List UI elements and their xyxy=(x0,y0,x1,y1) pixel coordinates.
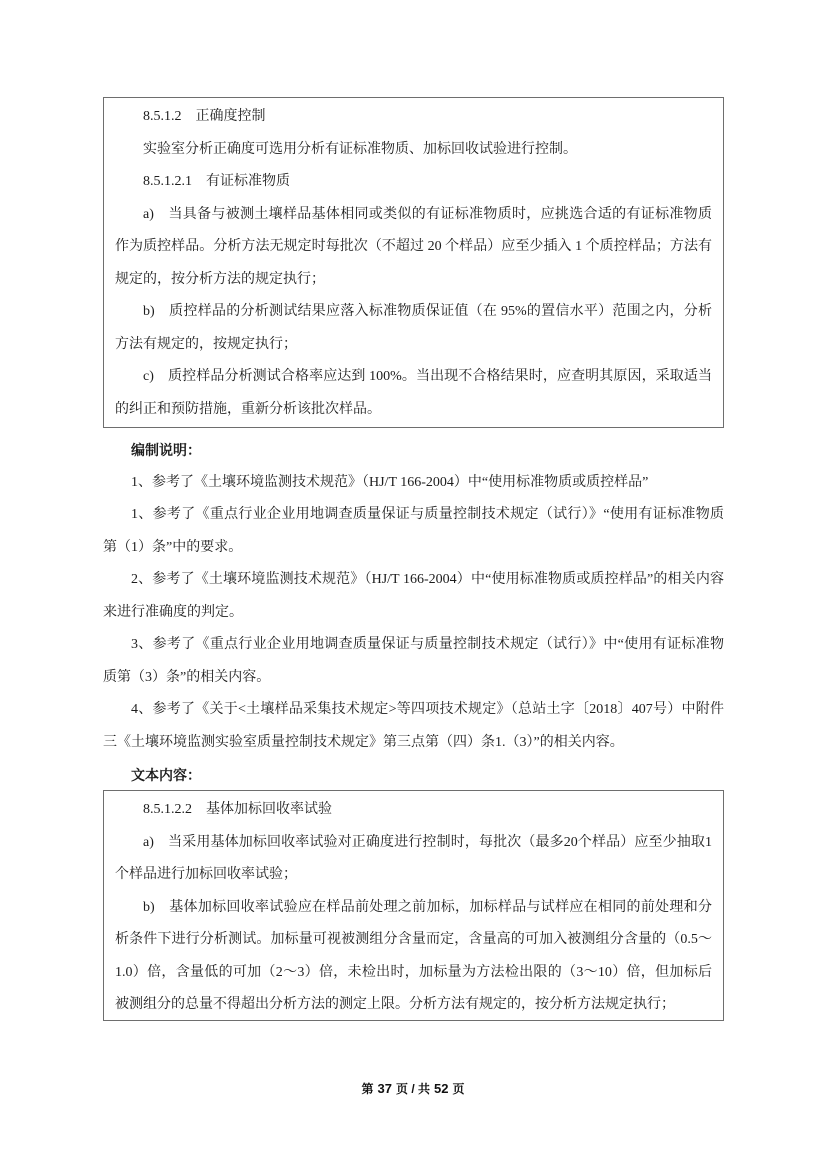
list-item-b: b) 质控样品的分析测试结果应落入标准物质保证值（在 95%的置信水平）范围之内，分析方法有规定的，按规定执行； xyxy=(115,304,712,352)
subsection-heading: 8.5.1.2.1 有证标准物质 xyxy=(143,174,290,189)
text-content-label: 文本内容： xyxy=(131,767,201,783)
note-item: 3、参考了《重点行业企业用地调查质量保证与质量控制技术规定（试行）》中“使用有证标准物质第（3）条”的相关内容。 xyxy=(103,637,724,685)
list-item-c: c) 质控样品分析测试合格率应达到 100%。当出现不合格结果时，应查明其原因，采取适当的纠正和预防措施，重新分析该批次样品。 xyxy=(115,369,712,417)
total-pages: 52 xyxy=(434,1081,449,1096)
note-item: 1、参考了《土壤环境监测技术规范》（HJ/T 166-2004）中“使用标准物质或质控样品” xyxy=(131,474,649,490)
footer-text: 页 xyxy=(452,1082,465,1096)
section-heading: 8.5.1.2 正确度控制 xyxy=(143,109,266,124)
text-box-accuracy-control xyxy=(103,97,724,428)
text-box-spike-recovery xyxy=(103,790,724,1021)
list-item-b: b) 基体加标回收率试验应在样品前处理之前加标，加标样品与试样应在相同的前处理和分析条件下进行分析测试。加标量可视被测组分含量而定，含量高的可加入被测组分含量的（0.5～1.0）倍，含量低的可加（2～3）倍，未检出时，加标量为方法检出限的（3～10）倍，但加标后被测组分的总量不得超出分析方法的测定上限。分析方法有规定的，按分析方法规定执行； xyxy=(115,899,712,1012)
page-number: 37 xyxy=(377,1081,392,1096)
editorial-notes-section xyxy=(103,434,724,792)
page-footer xyxy=(0,1080,826,1097)
footer-text: 页 / 共 xyxy=(395,1082,430,1096)
subsection-heading: 8.5.1.2.2 基体加标回收率试验 xyxy=(143,802,332,817)
list-item-a: a) 当具备与被测土壤样品基体相同或类似的有证标准物质时，应挑选合适的有证标准物质作为质控样品。分析方法无规定时每批次（不超过 20 个样品）应至少插入 1 个质控样品；方法有规定的，按分析方法的规定执行； xyxy=(115,206,712,287)
note-item: 4、参考了《关于<土壤样品采集技术规定>等四项技术规定》（总站土字〔2018〕407号）中附件三《土壤环境监测实验室质量控制技术规定》第三点第（四）条1.（3）”的相关内容。 xyxy=(103,702,724,750)
intro-paragraph: 实验室分析正确度可选用分析有证标准物质、加标回收试验进行控制。 xyxy=(143,141,577,157)
notes-label: 编制说明： xyxy=(131,442,201,458)
footer-text: 第 xyxy=(361,1082,374,1096)
list-item-a: a) 当采用基体加标回收率试验对正确度进行控制时，每批次（最多20个样品）应至少抽取1个样品进行加标回收率试验； xyxy=(115,834,712,882)
note-item: 2、参考了《土壤环境监测技术规范》（HJ/T 166-2004）中“使用标准物质或质控样品”的相关内容来进行准确度的判定。 xyxy=(103,572,724,620)
note-item: 1、参考了《重点行业企业用地调查质量保证与质量控制技术规定（试行）》“使用有证标准物质第（1）条”中的要求。 xyxy=(103,507,724,555)
